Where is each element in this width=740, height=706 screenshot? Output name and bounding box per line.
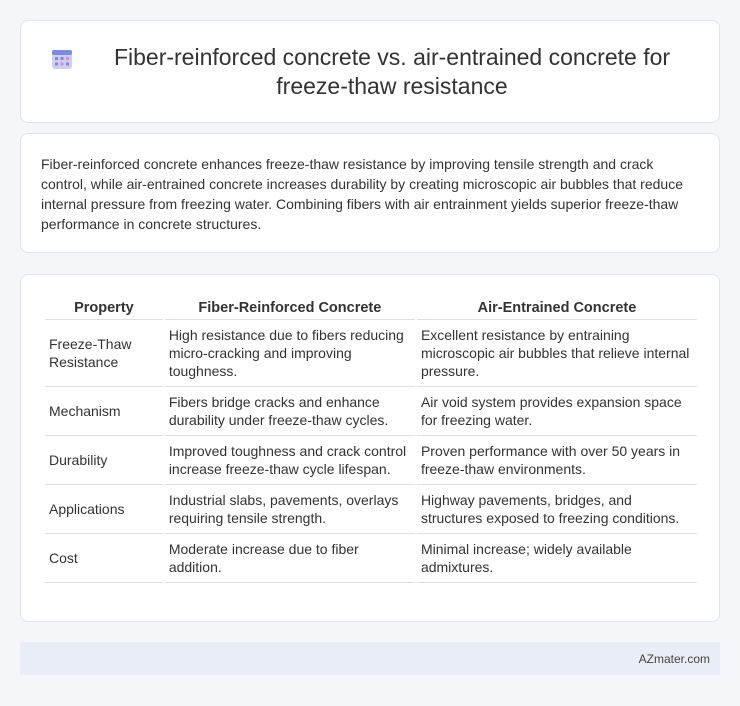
calendar-grid-icon — [51, 48, 73, 70]
table-cell-air: Air void system provides expansion space for freezing water. — [417, 387, 697, 436]
table-row — [45, 320, 697, 387]
table-row — [45, 436, 697, 485]
comparison-table — [43, 297, 699, 583]
footer-site-link[interactable]: AZmater.com — [638, 651, 710, 666]
table-cell-fiber: Fibers bridge cracks and enhance durability under freeze-thaw cycles. — [165, 387, 415, 436]
footer — [20, 642, 720, 675]
table-cell-air: Minimal increase; widely available admixtures. — [417, 534, 697, 583]
table-cell-property: Durability — [45, 436, 163, 485]
column-header-property: Property — [45, 297, 163, 320]
table-cell-air: Highway pavements, bridges, and structures exposed to freezing conditions. — [417, 485, 697, 534]
title-card — [20, 20, 720, 123]
page-title: Fiber-reinforced concrete vs. air-entrained concrete for freeze-thaw resistance — [113, 43, 671, 99]
title-wrap — [51, 43, 689, 101]
table-header-row — [45, 297, 697, 320]
column-header-air: Air-Entrained Concrete — [417, 297, 697, 320]
intro-text: Fiber-reinforced concrete enhances freeze-thaw resistance by improving tensile strength and crack control, while air-entrained concrete increases durability by creating microscopic air bubbles that reduce internal pressure from freezing water. Combining fibers with air entrainment yields superior freeze-thaw performance in concrete structures. — [41, 156, 683, 232]
table-row — [45, 485, 697, 534]
table-cell-property: Freeze-Thaw Resistance — [45, 320, 163, 387]
table-cell-air: Excellent resistance by entraining microscopic air bubbles that relieve internal pressure. — [417, 320, 697, 387]
table-cell-property: Mechanism — [45, 387, 163, 436]
table-row — [45, 387, 697, 436]
comparison-table-card — [20, 274, 720, 622]
table-cell-air: Proven performance with over 50 years in freeze-thaw environments. — [417, 436, 697, 485]
table-cell-fiber: High resistance due to fibers reducing micro-cracking and improving toughness. — [165, 320, 415, 387]
table-cell-fiber: Moderate increase due to fiber addition. — [165, 534, 415, 583]
table-cell-property: Applications — [45, 485, 163, 534]
table-row — [45, 534, 697, 583]
table-cell-fiber: Industrial slabs, pavements, overlays requiring tensile strength. — [165, 485, 415, 534]
intro-card — [20, 133, 720, 253]
table-cell-property: Cost — [45, 534, 163, 583]
column-header-fiber: Fiber-Reinforced Concrete — [165, 297, 415, 320]
table-cell-fiber: Improved toughness and crack control increase freeze-thaw cycle lifespan. — [165, 436, 415, 485]
